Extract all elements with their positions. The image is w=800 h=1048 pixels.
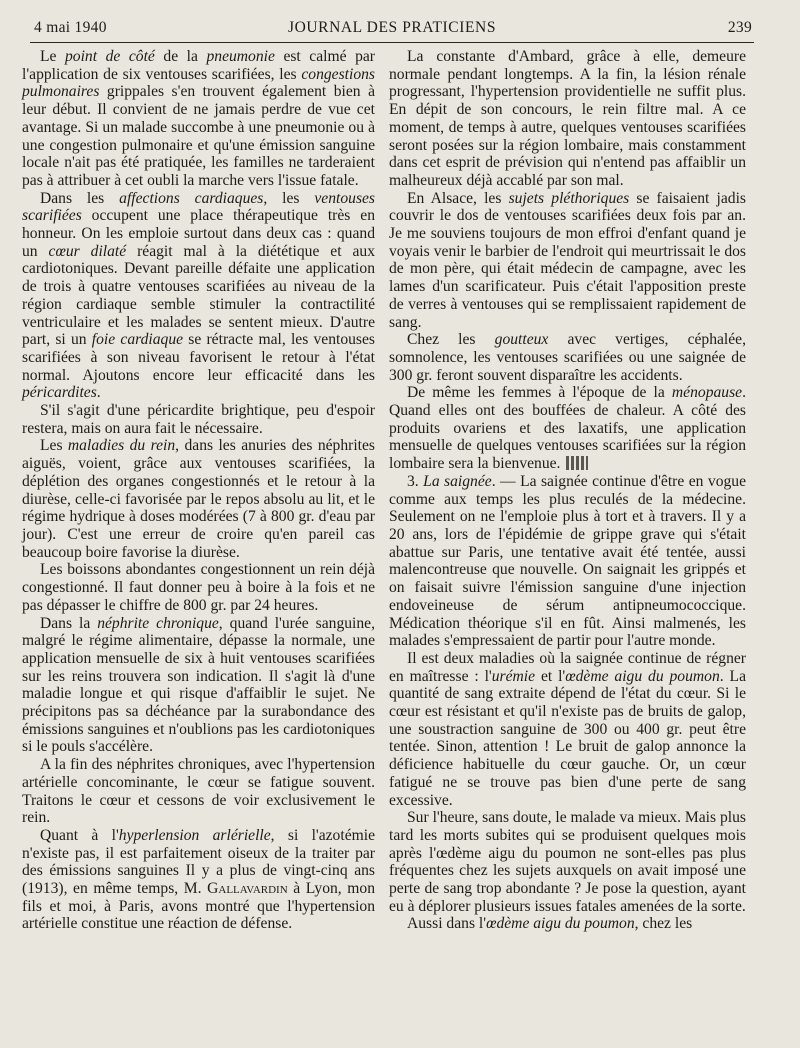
- paragraph-l4: Les maladies du rein, dans les anuries des néphrites aiguës, voient, grâce aux ventouses scarifiées, la déplétion des organes congestionnés et le retour à la diurèse, celle-ci favorisée par le repos absolu au lit, et le régime hydrique à doses modérées (7 à 800 gr. d'eau par jour). C'est une erreur de croire qu'en pareil cas beaucoup boire favorise la diurèse.: [22, 437, 375, 561]
- paragraph-r6: Il est deux maladies où la saignée continue de régner en maîtresse : l'urémie et l'œdème aigu du poumon. La quantité de sang extraite dépend de l'état du cœur. Si le cœur est résistant et qu'il n'existe pas de bruits de galop, une soustraction sanguine de 300 ou 400 gr. peut être tentée. Sinon, attention ! Le bruit de galop annonce la déficience habituelle du cœur gauche. Or, un cœur fatigué ne se trouve pas bien d'une perte de sang excessive.: [389, 649, 746, 809]
- paragraph-r4: De même les femmes à l'époque de la ménopause. Quand elles ont des bouffées de chaleur. A côté des produits ovariens et des laxatifs, une application mensuelle de quelques ventouses scarifiées sur la région lombaire sera la bienvenue.: [389, 384, 746, 473]
- page-header: [30, 16, 754, 43]
- paragraph-r1: La constante d'Ambard, grâce à elle, demeure normale pendant longtemps. A la fin, la lésion rénale progressant, l'hypertension providentielle ne suffit plus. En dépit de son concours, le rein filtre mal. A ce moment, de temps à autre, quelques ventouses scarifiées seront posées sur la région lombaire, mais constamment dans cet esprit de prévision qui n'entend pas affaiblir un malheureux déjà accablé par son mal.: [389, 48, 746, 189]
- paragraph-l5: Les boissons abondantes congestionnent un rein déjà congestionné. Il faut donner peu à boire à la fois et ne pas dépasser le chiffre de 800 gr. par 24 heures.: [22, 561, 375, 614]
- header-journal-title: JOURNAL DES PRATICIENS: [287, 19, 497, 36]
- paragraph-r8: Aussi dans l'œdème aigu du poumon, chez les: [407, 915, 693, 933]
- header-page-number: 239: [727, 19, 752, 36]
- ink-mark: [566, 456, 588, 470]
- paragraph-r5: 3. La saignée. — La saignée continue d'être en vogue comme aux temps les plus reculés de la médecine. Seulement on ne l'emploie plus à tort et à travers. Il y a 20 ans, lors de l'épidémie de grippe grave qui s'était abattue sur Paris, une tentative avait été tentée, aussi malencontreuse que nouvelle. On saignait les grippés et on faisait suivre l'émission sanguine d'une injection endoveineuse de sérum antipneumococcique. Médication théorique s'il en fût. Ainsi malmenés, les malades s'empressaient de partir pour l'autre monde.: [389, 472, 747, 650]
- paragraph-l7: A la fin des néphrites chroniques, avec l'hypertension artérielle concominante, le cœur se fatigue souvent. Traitons le cœur et cessons de voir exclusivement le rein.: [22, 756, 375, 827]
- left-column: [22, 48, 375, 933]
- paragraph-r2: En Alsace, les sujets pléthoriques se faisaient jadis couvrir le dos de ventouses scarifiées deux fois par an. Je me souviens toujours de mon effroi d'enfant quand je voyais venir le barbier de l'endroit qui meurtrissait le dos de mon père, qui était médecin de campagne, avec les lames d'un scarificateur. Puis c'était l'apposition preste de verres à ventouses qui se remplissaient rapidement de sang.: [389, 189, 746, 331]
- paragraph-l8: Quant à l'hyperlension arlérielle, si l'azotémie n'existe pas, il est parfaitement oiseux de la traiter par des émissions sanguines Il y a plus de vingt-cinq ans (1913), en même temps, M. Gallavardin à Lyon, mon fils et moi, à Paris, avons montré que l'hypertension artérielle constitue une réaction de défense.: [22, 826, 376, 933]
- header-date: 4 mai 1940: [34, 19, 107, 36]
- paragraph-r7: Sur l'heure, sans doute, le malade va mieux. Mais plus tard les morts subites qui se produisent quelques mois après l'œdème aigu du poumon ne sont-elles pas plus fréquentes chez les sujets auxquels on avait imposé une perte de sang trop abondante ? Je pose la question, ayant eu à déplorer plusieurs issues fatales amenées de la sorte.: [389, 809, 746, 915]
- paragraph-l6: Dans la néphrite chronique, quand l'urée sanguine, malgré le régime alimentaire, dépasse la normale, une application mensuelle de six à huit ventouses scarifiées sur les reins trouvera son indication. Il s'agit là d'une maladie longue et qui risque d'affaiblir le sujet. Ne précipitons pas sa déchéance par la surabondance des émissions sanguines et n'oublions pas les cardiotoniques si le pouls s'accélère.: [22, 614, 375, 756]
- paragraph-r3: Chez les goutteux avec vertiges, céphalée, somnolence, les ventouses scarifiées ou une saignée de 300 gr. feront souvent disparaître les accidents.: [389, 331, 746, 384]
- right-column: [389, 48, 746, 933]
- paragraph-l1: Le point de côté de la pneumonie est calmé par l'application de six ventouses scarifiées, les congestions pulmonaires grippales s'en trouvent également bien à leur début. Il convient de ne jamais perdre de vue cet avantage. Si un malade succombe à une pneumonie ou à une congestion pulmonaire et qu'une émission sanguine locale n'ait pas été pratiquée, les familles ne tarderaient pas à attribuer à cet oubli la marche vers l'issue fatale.: [22, 48, 375, 189]
- paragraph-l3: S'il s'agit d'une péricardite brightique, peu d'espoir restera, mais on aura fait le nécessaire.: [22, 402, 375, 437]
- paragraph-l2: Dans les affections cardiaques, les ventouses scarifiées occupent une place thérapeutique très en honneur. On les emploie surtout dans deux cas : quand un cœur dilaté réagit mal à la diététique et aux cardiotoniques. Devant pareille défaite une application de trois à quatre ventouses scarifiées au niveau de la région cardiaque semble stimuler la contractilité ventriculaire et les malades se sentent mieux. D'autre part, si un foie cardiaque se rétracte mal, les ventouses scarifiées à son niveau favorisent le retour à l'état normal. Ajoutons encore leur efficacité dans les péricardites.: [22, 189, 375, 402]
